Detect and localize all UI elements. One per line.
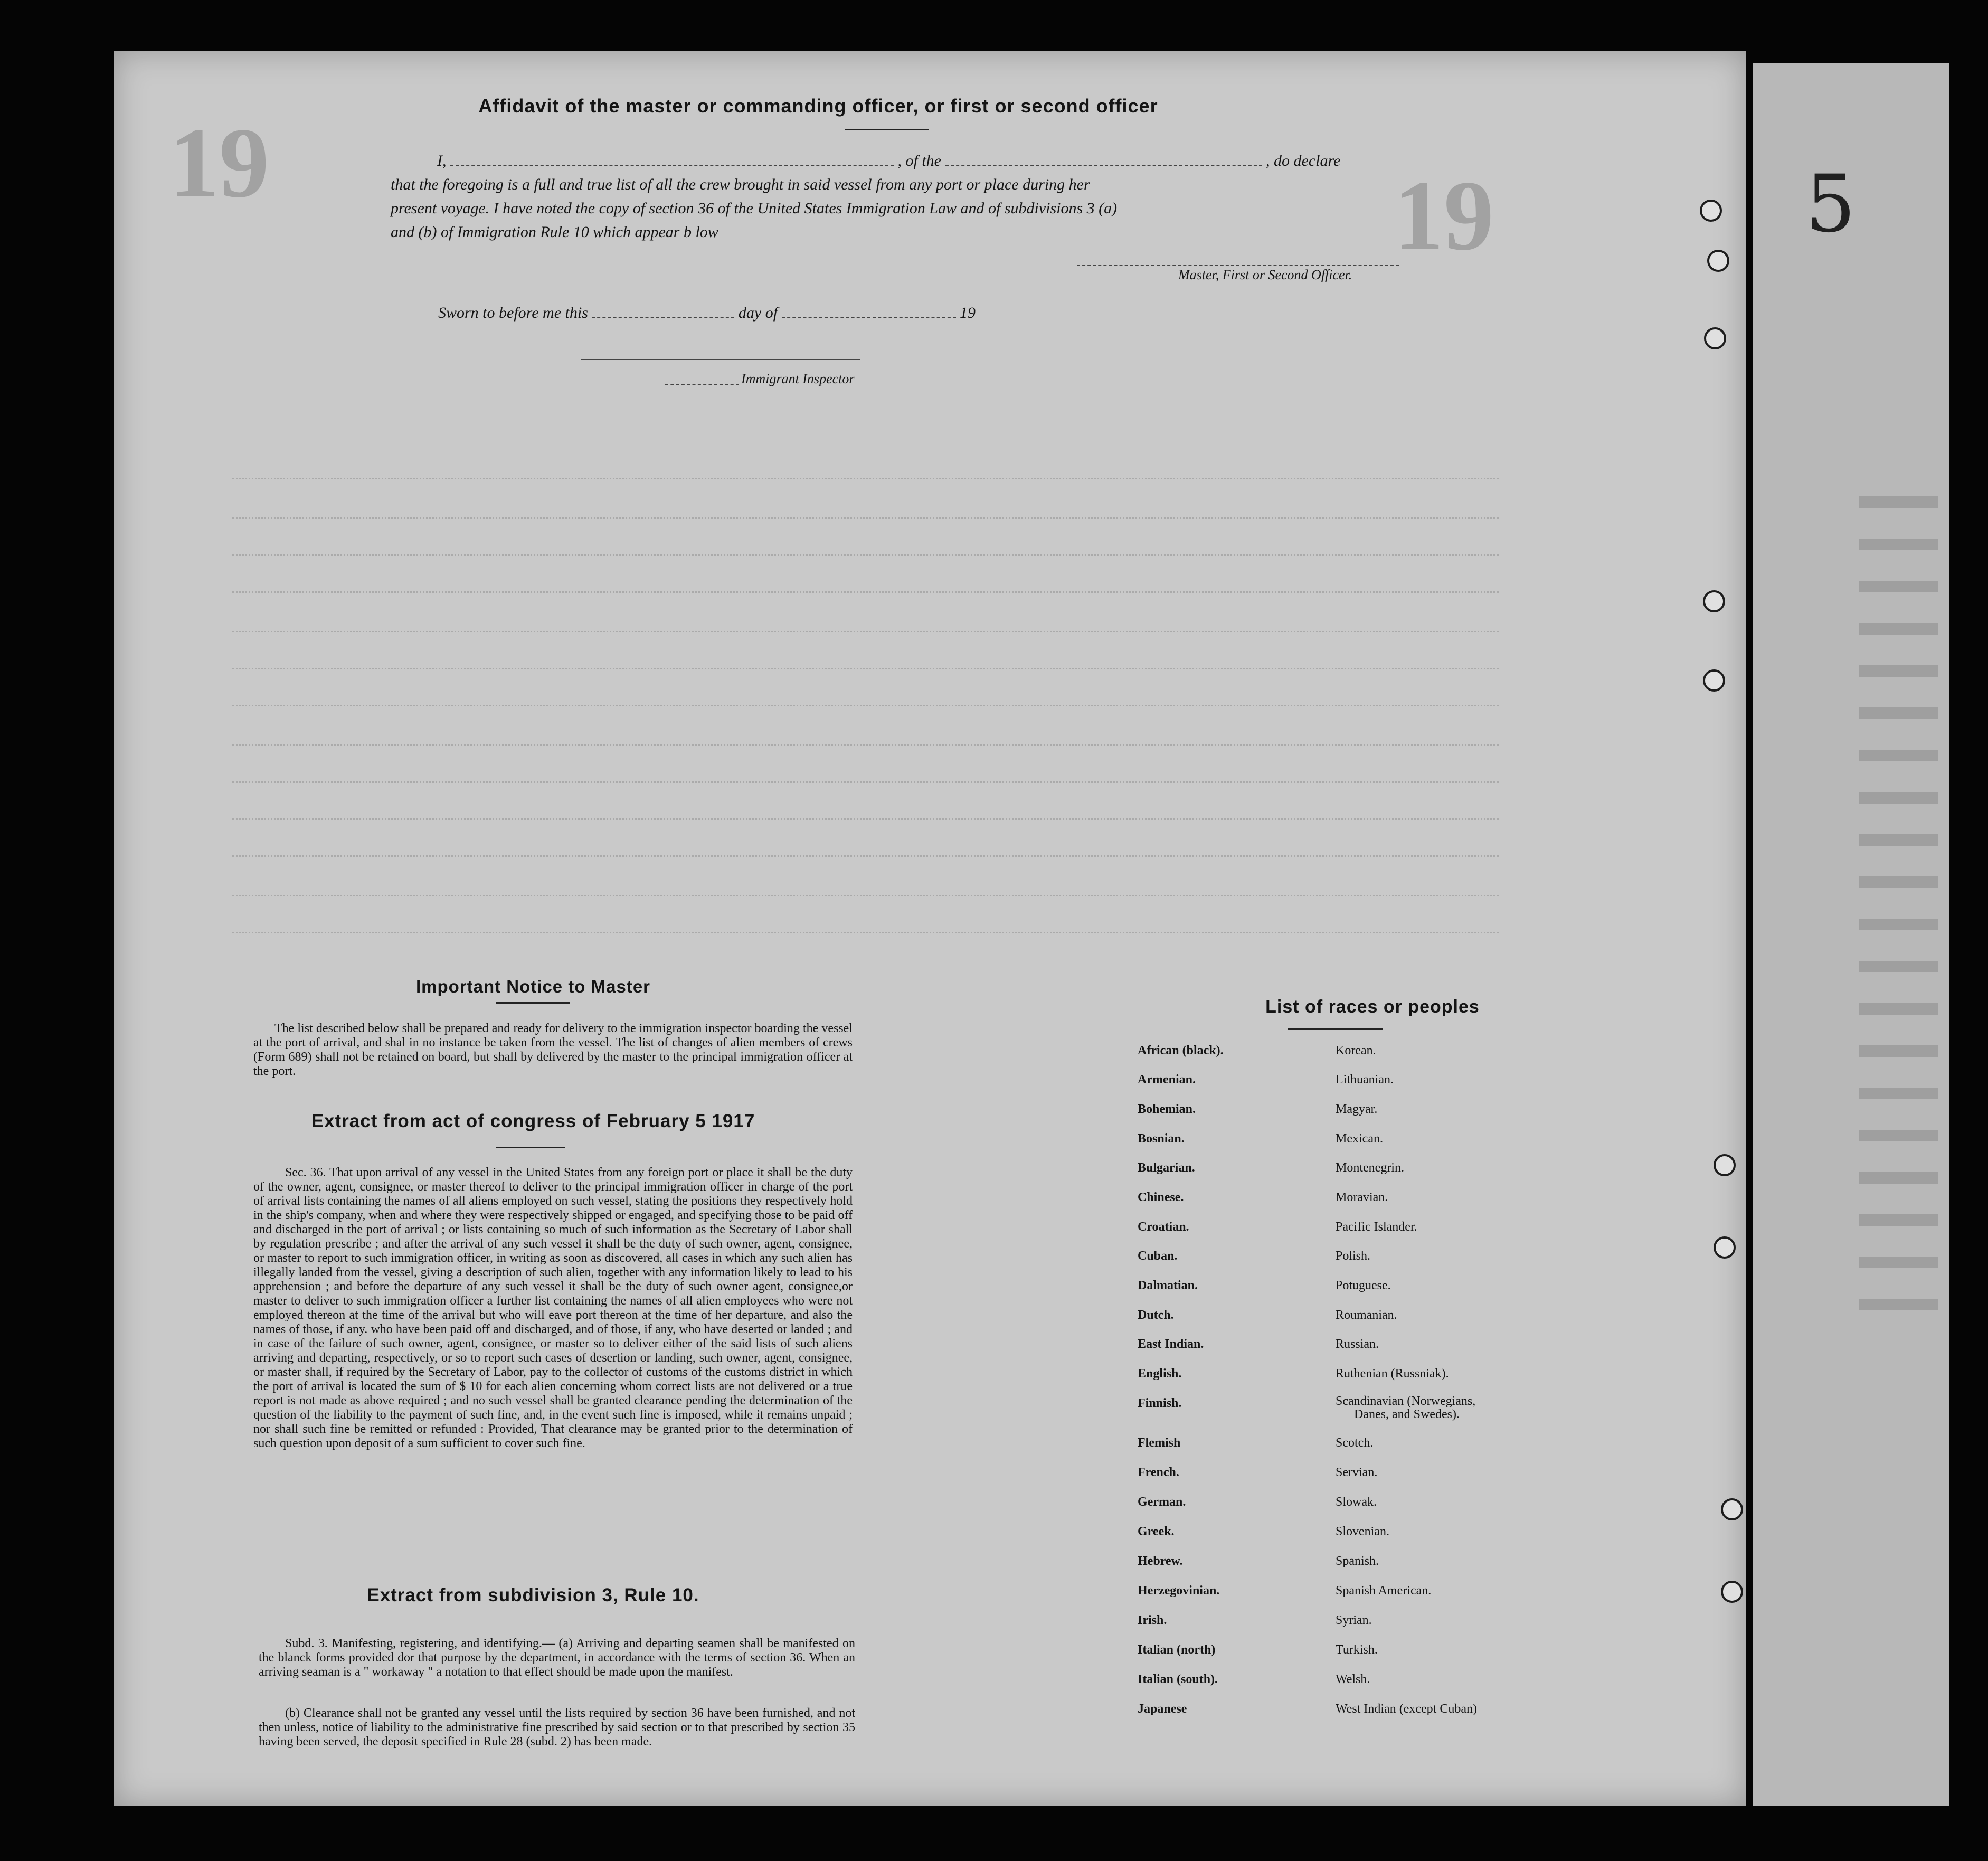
- race-left-item: Dalmatian.: [1138, 1279, 1198, 1292]
- race-right-item: Lithuanian.: [1336, 1073, 1394, 1087]
- race-left-item: English.: [1138, 1367, 1182, 1381]
- races-title: List of races or peoples: [1265, 997, 1480, 1017]
- affidavit-line-2: that the foregoing is a full and true list of all the crew brought in said vessel from any port or place during her: [391, 176, 1090, 193]
- race-right-item: Spanish American.: [1336, 1584, 1432, 1598]
- margin-handwritten-mark: 5: [1805, 158, 1856, 250]
- extract-rule-title: Extract from subdivision 3, Rule 10.: [367, 1585, 699, 1605]
- extract-rule-text-a: Subd. 3. Manifesting, registering, and identifying.— (a) Arriving and departing seamen shall be manifested on the blanck forms provided dor that purpose by the department, in accordance with the terms of section 36. When an arriving seaman is a " workaway " a notation to that effect should be made upon the manifest.: [259, 1637, 855, 1679]
- punch-hole-icon: [1707, 250, 1729, 272]
- race-right-item: West Indian (except Cuban): [1336, 1702, 1477, 1716]
- race-left-item: African (black).: [1138, 1044, 1224, 1057]
- notice-title: Important Notice to Master: [415, 977, 651, 996]
- race-left-item: Cuban.: [1138, 1249, 1178, 1263]
- race-left-item: Greek.: [1138, 1525, 1175, 1538]
- race-right-item: Turkish.: [1336, 1643, 1378, 1657]
- punch-hole-icon: [1714, 1236, 1736, 1259]
- race-right-item: Spanish.: [1336, 1554, 1379, 1568]
- race-right-item: Polish.: [1336, 1249, 1371, 1263]
- affidavit-line-4: and (b) of Immigration Rule 10 which appear b low: [391, 223, 718, 241]
- race-left-item: Japanese: [1138, 1702, 1187, 1716]
- punch-hole-icon: [1703, 590, 1725, 612]
- race-right-item: Russian.: [1336, 1337, 1379, 1351]
- race-left-item: Armenian.: [1138, 1073, 1196, 1087]
- affidavit-line-1: [437, 148, 1340, 174]
- punch-hole-icon: [1700, 200, 1722, 222]
- race-left-item: Italian (south).: [1138, 1673, 1218, 1686]
- inspector-caption: Immigrant Inspector: [741, 371, 855, 386]
- sworn-start: Sworn to before me this: [438, 304, 588, 322]
- race-left-item: German.: [1138, 1495, 1186, 1509]
- race-left-item: Finnish.: [1138, 1396, 1182, 1410]
- affidavit-line1-start: I,: [437, 152, 447, 169]
- race-left-item: Irish.: [1138, 1613, 1167, 1627]
- race-right-item: Potuguese.: [1336, 1279, 1391, 1292]
- race-left-item: Bulgarian.: [1138, 1161, 1195, 1175]
- punch-hole-icon: [1714, 1154, 1736, 1176]
- race-left-item: Bohemian.: [1138, 1102, 1196, 1116]
- race-left-item: Herzegovinian.: [1138, 1584, 1220, 1598]
- punch-hole-icon: [1721, 1581, 1743, 1603]
- race-left-item: Italian (north): [1138, 1643, 1216, 1657]
- extract-rule-text-b: (b) Clearance shall not be granted any vessel until the lists required by section 36 have been furnished, and not then unless, notice of liability to the administrative fine prescribed by said section or to that prescribed by section 35 having been served, the deposit specified in Rule 28 (subd. 2) has been made.: [259, 1706, 855, 1749]
- race-left-item: Flemish: [1138, 1436, 1181, 1450]
- race-right-item: Montenegrin.: [1336, 1161, 1404, 1175]
- race-left-item: Bosnian.: [1138, 1132, 1185, 1146]
- punch-hole-icon: [1721, 1498, 1743, 1520]
- race-right-item: Welsh.: [1336, 1673, 1370, 1686]
- race-right-item: Magyar.: [1336, 1102, 1378, 1116]
- race-right-item: Servian.: [1336, 1466, 1378, 1479]
- extract-act-text: Sec. 36. That upon arrival of any vessel in the United States from any foreign port or place it shall be the duty of the owner, agent, consignee, or master thereof to deliver to the principal immigration officer in charge of the port of arrival lists containing the names of all aliens employed on such vessel, stating the positions they respectively hold in the ship's company, when and where they were respectively shipped or engaged, and specifying those to be paid off and discharged in the port of arrival ; or lists containing so much of such information as the Secretary of Labor shall by regulation prescribe ; and after the arrival of any such vessel it shall be the duty of such owner, agent, consignee, or master to report to such immigration officer, in writing as soon as discovered, all cases in which any such alien has illegally landed from the vessel, giving a description of such alien, together with any information likely to lead to his apprehension ; and before the departure of any such vessel it shall be the duty of such owner agent, consignee,or master to deliver to such immigration officer a further list containing the names of all alien employees who were not employed thereon at the time of the arrival but who will eave port thereon at the time of her departure, and also the names of those, if any. who have been paid off and discharged, and of those, if any, who have deserted or landed ; and in case of the failure of such owner, agent, consignee, or master so to deliver either of the said lists of such aliens arriving and departing, respectively, or so to report such cases of desertion or landing, such owner, agent, consignee, or master shall, if required by the Secretary of Labor, pay to the collector of customs of the customs district in which the port of arrival is located the sum of $ 10 for each alien concerning whom correct lists are not delivered or a true report is not made as above required ; and no such vessel shall be granted clearance pending the determination of the question of the liability to the payment of such fine, and, in the event such fine is imposed, while it remains unpaid ; nor shall such fine be remitted or refunded : Provided, That clearance may be granted prior to the determination of such question upon deposit of a sum sufficient to cover such fine.: [253, 1166, 853, 1450]
- race-left-item: Hebrew.: [1138, 1554, 1183, 1568]
- race-right-item: Roumanian.: [1336, 1308, 1397, 1322]
- race-left-item: French.: [1138, 1466, 1179, 1479]
- affidavit-line1-end: , do declare: [1266, 152, 1341, 169]
- race-right-item: Slovenian.: [1336, 1525, 1389, 1538]
- race-right-item: Mexican.: [1336, 1132, 1383, 1146]
- race-left-item: East Indian.: [1138, 1337, 1204, 1351]
- race-right-item: Moravian.: [1336, 1191, 1388, 1204]
- signature-caption: Master, First or Second Officer.: [1178, 267, 1352, 282]
- race-right-item: Korean.: [1336, 1044, 1376, 1057]
- race-right-item: Syrian.: [1336, 1613, 1372, 1627]
- sworn-day: day of: [738, 304, 778, 322]
- punch-hole-icon: [1704, 327, 1726, 349]
- race-right-item: Slowak.: [1336, 1495, 1377, 1509]
- extract-act-title: Extract from act of congress of February 5 1917: [311, 1111, 755, 1131]
- race-right-item: Pacific Islander.: [1336, 1220, 1417, 1234]
- notice-text: The list described below shall be prepared and ready for delivery to the immigration inspector boarding the vessel at the port of arrival, and shal in no instance be taken from the vessel. The list of changes of alien members of crews (Form 689) shall not be retained on board, but shall by delivered by the master to the principal immigration officer at the port.: [253, 1022, 853, 1078]
- underlying-page: [1753, 63, 1949, 1806]
- race-right-item: Scandinavian (Norwegians,: [1336, 1394, 1476, 1408]
- race-left-item: Croatian.: [1138, 1220, 1189, 1234]
- sworn-year: 19: [960, 304, 976, 322]
- affidavit-line-3: present voyage. I have noted the copy of section 36 of the United States Immigration Law and of subdivisions 3 (a): [391, 200, 1118, 217]
- race-right-item: Ruthenian (Russniak).: [1336, 1367, 1449, 1381]
- race-right-item: Scotch.: [1336, 1436, 1374, 1450]
- race-left-item: Chinese.: [1138, 1191, 1184, 1204]
- affidavit-line1-mid: , of the: [897, 152, 941, 169]
- race-left-item: Dutch.: [1138, 1308, 1174, 1322]
- sworn-line: [438, 300, 976, 326]
- race-right-item: Danes, and Swedes).: [1354, 1407, 1460, 1421]
- punch-hole-icon: [1703, 669, 1725, 692]
- affidavit-title: Affidavit of the master or commanding officer, or first or second officer: [478, 95, 1158, 117]
